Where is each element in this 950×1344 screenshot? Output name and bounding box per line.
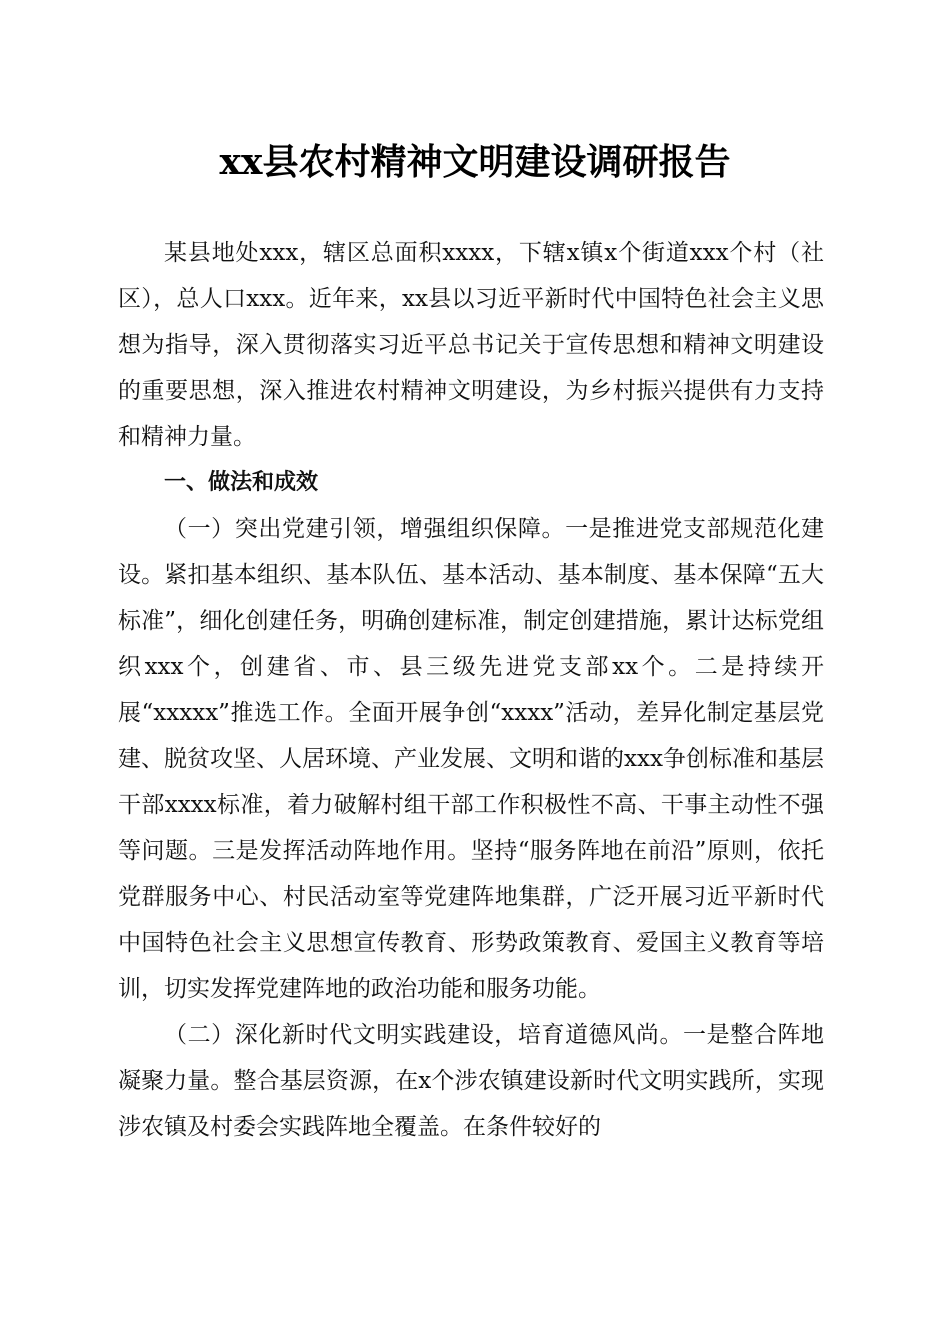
section-paragraph: （二）深化新时代文明实践建设，培育道德风尚。一是整合阵地凝聚力量。整合基层资源，在x个涉农镇建设新时代文明实践所，实现涉农镇及村委会实践阵地全覆盖。在条件较好的 xyxy=(118,1022,824,1140)
section-heading: 一、做法和成效 xyxy=(164,470,319,495)
intro-paragraph: 某县地处xxx，辖区总面积xxxx，下辖x镇x个街道xxx个村（社区），总人口xxx。近年来，xx县以习近平新时代中国特色社会主义思想为指导，深入贯彻落实习近平总书记关于宣传思想和精神文明建设的重要思想，深入推进农村精神文明建设，为乡村振兴提供有力支持和精神力量。 xyxy=(118,240,824,450)
section-paragraph: （一）突出党建引领，增强组织保障。一是推进党支部规范化建设。紧扣基本组织、基本队伍、基本活动、基本制度、基本保障“五大标准”，细化创建任务，明确创建标准，制定创建措施，累计达标党组织xxx个，创建省、市、县三级先进党支部xx个。二是持续开展“xxxxx”推选工作。全面开展争创“xxxx”活动，差异化制定基层党建、脱贫攻坚、人居环境、产业发展、文明和谐的xxx争创标准和基层干部xxxx标准，着力破解村组干部工作积极性不高、干事主动性不强等问题。三是发挥活动阵地作用。坚持“服务阵地在前沿”原则，依托党群服务中心、村民活动室等党建阵地集群，广泛开展习近平新时代中国特色社会主义思想宣传教育、形势政策教育、爱国主义教育等培训，切实发挥党建阵地的政治功能和服务功能。 xyxy=(118,516,824,1002)
document-body xyxy=(118,230,824,1150)
document-title: xx县农村精神文明建设调研报告 xyxy=(219,141,731,183)
